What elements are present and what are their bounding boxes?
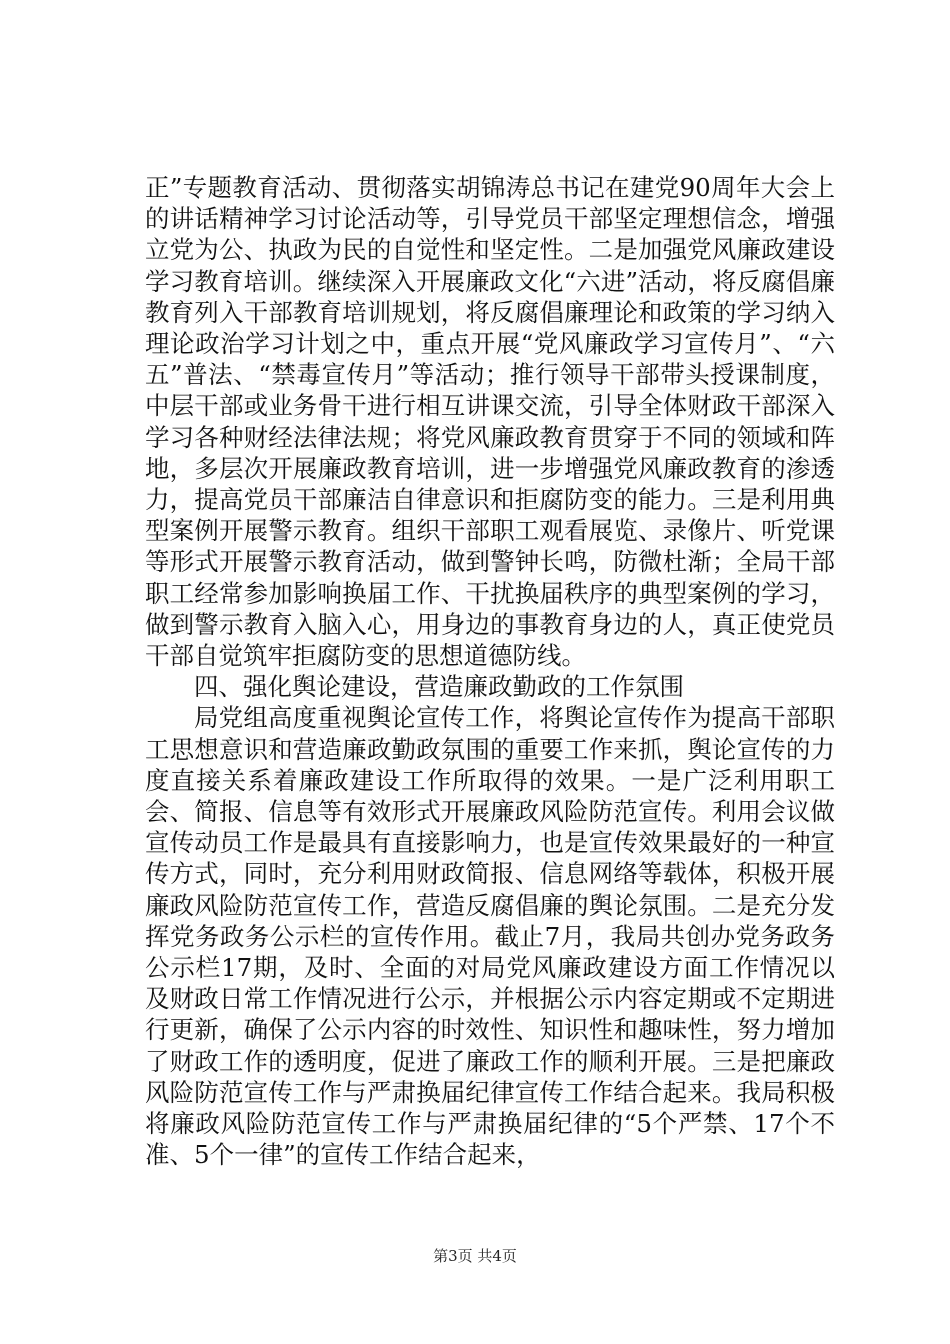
paragraph-public-opinion: 局党组高度重视舆论宣传工作，将舆论宣传作为提高干部职工思想意识和营造廉政勤政氛围的重要工作来抓，舆论宣传的力度直接关系着廉政建设工作所取得的效果。一是广泛利用职工会、简报、信息等有效形式开展廉政风险防范宣传。利用会议做宣传动员工作是最具有直接影响力，也是宣传效果最好的一种宣传方式，同时，充分利用财政简报、信息网络等载体，积极开展廉政风险防范宣传工作，营造反腐倡廉的舆论氛围。二是充分发挥党务政务公示栏的宣传作用。截止7月，我局共创办党务政务公示栏17期，及时、全面的对局党风廉政建设方面工作情况以及财政日常工作情况进行公示，并根据公示内容定期或不定期进行更新，确保了公示内容的时效性、知识性和趣味性，努力增加了财政工作的透明度，促进了廉政工作的顺利开展。三是把廉政风险防范宣传工作与严肃换届纪律宣传工作结合起来。我局积极将廉政风险防范宣传工作与严肃换届纪律的“5个严禁、17个不准、5个一律”的宣传工作结合起来， [145,703,835,1170]
section-heading: 四、强化舆论建设，营造廉政勤政的工作氛围 [194,672,684,702]
document-body [145,172,835,1171]
paragraph-continued: 正”专题教育活动、贯彻落实胡锦涛总书记在建党90周年大会上的讲话精神学习讨论活动等，引导党员干部坚定理想信念，增强立党为公、执政为民的自觉性和坚定性。二是加强党风廉政建设学习教育培训。继续深入开展廉政文化“六进”活动，将反腐倡廉教育列入干部教育培训规划，将反腐倡廉理论和政策的学习纳入理论政治学习计划之中，重点开展“党风廉政学习宣传月”、“六五”普法、“禁毒宣传月”等活动；推行领导干部带头授课制度，中层干部或业务骨干进行相互讲课交流，引导全体财政干部深入学习各种财经法律法规；将党风廉政教育贯穿于不同的领域和阵地，多层次开展廉政教育培训，进一步增强党风廉政教育的渗透力，提高党员干部廉洁自律意识和拒腐防变的能力。三是利用典型案例开展警示教育。组织干部职工观看展览、录像片、听党课等形式开展警示教育活动，做到警钟长鸣，防微杜渐；全局干部职工经常参加影响换届工作、干扰换届秩序的典型案例的学习，做到警示教育入脑入心，用身边的事教育身边的人，真正使党员干部自觉筑牢拒腐防变的思想道德防线。 [145,173,835,671]
page-number-footer: 第3页 共4页 [433,1247,517,1265]
